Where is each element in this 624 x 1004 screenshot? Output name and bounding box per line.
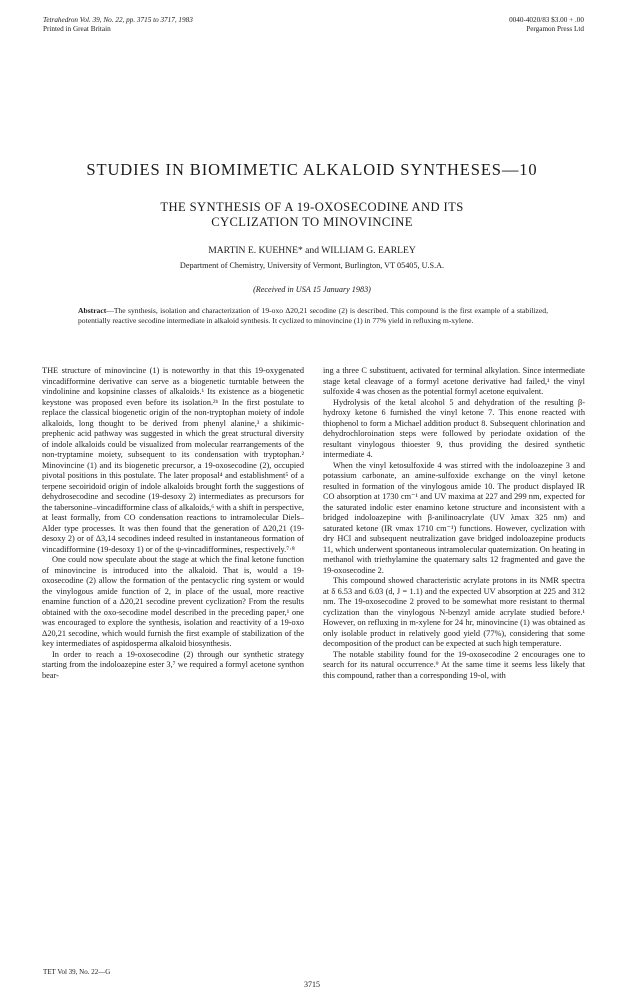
- abstract-text: —The synthesis, isolation and characterization of 19-oxo Δ20,21 secodine (2) is described. This compound is the first example of a stabilized, potentially reactive secodine intermediate in alkaloid synthesis. It cyclized to minovincine (1) in 77% yield in refluxing m-xylene.: [78, 306, 548, 325]
- abstract-label: Abstract: [78, 306, 107, 315]
- body-right-column: [323, 366, 585, 681]
- paper-title-line-2: CYCLIZATION TO MINOVINCINE: [211, 215, 413, 229]
- body-paragraph: One could now speculate about the stage at which the final ketone function of minovincine is introduced into the alkaloid. That is, would a 19-oxosecodine (2) allow the formation of the pentacyclic ring system or would the vinylogous amide function of 2, in place of the usual, more reactive enamine function of a Δ20,21 secodine prevent cyclization? From the results obtained with the oxo-secodine model described in the preceding paper,¹ one was encouraged to explore the synthesis, isolation and reactivity of a 19-oxo Δ20,21 secodine, which would furnish the first example of stabilization of the key intermediates of aspidosperma alkaloid biosynthesis.: [42, 555, 304, 648]
- body-paragraph: This compound showed characteristic acrylate protons in its NMR spectra at δ 6.53 and 6.03 (d, J = 1.1) and the expected UV absorption at 225 and 312 nm. The 19-oxosecodine 2 proved to be somewhat more resistant to thermal cyclization than the vinylogous N-benzyl amide acrylate studied before.¹ However, on refluxing in m-xylene for 24 hr, minovincine (1) was obtained as only isolable product in relatively good yield (77%), considering that some decomposition of the product can be expected at such high temperature.: [323, 576, 585, 648]
- issn-price: 0040-4020/83 $3.00 + .00: [509, 16, 584, 24]
- body-paragraph: The notable stability found for the 19-oxosecodine 2 encourages one to search for its natural occurrence.⁹ At the same time it seems less likely that this compound, rather than a corresponding 19-ol, with: [323, 649, 585, 680]
- issue-footer: TET Vol 39, No. 22—G: [43, 968, 111, 976]
- series-title: STUDIES IN BIOMIMETIC ALKALOID SYNTHESES—10: [86, 160, 538, 179]
- received-date: (Received in USA 15 January 1983): [253, 285, 371, 294]
- authors: MARTIN E. KUEHNE* and WILLIAM G. EARLEY: [208, 245, 416, 256]
- abstract: [78, 306, 548, 325]
- body-paragraph: ing a three C substituent, activated for terminal alkylation. Since intermediate stage ketal cleavage of a formyl acetone derivative had failed,¹ the vinyl sulfoxide 4 was chosen as the potential formyl acetone equivalent.: [323, 366, 585, 396]
- journal-header-right: [509, 16, 584, 34]
- body-paragraph: When the vinyl ketosulfoxide 4 was stirred with the indoloazepine 3 and potassium carbonate, an amine-sulfoxide exchange on the vinyl ketone resulted in formation of the vinylogous amide 10. The product displayed IR CO absorption at 1730 cm⁻¹ and UV maxima at 227 and 299 nm, expected for the saturated indolic ester enamino ketone structure and inconsistent with a bridged indoloazepine with β-anilinoacrylate (UV λmax 325 nm) and saturated ketone (IR νmax 1710 cm⁻¹) functions. However, cyclization with dry HCl and subsequent neutralization gave bridged indoloazepine products 11, which underwent spontaneous intramolecular quaternization. On heating in methanol with triethylamine the quaternary salts 12 fragmented and gave the 19-oxosecodine 2.: [323, 460, 585, 575]
- body-paragraph: In order to reach a 19-oxosecodine (2) through our synthetic strategy starting from the indoloazepine ester 3,⁷ we required a formyl acetone synthon bear-: [42, 649, 304, 680]
- paper-title: [0, 200, 624, 230]
- printed-in: Printed in Great Britain: [43, 25, 111, 33]
- body-left-column: [42, 366, 304, 681]
- journal-citation: Tetrahedron Vol. 39, No. 22, pp. 3715 to 3717, 1983: [43, 16, 193, 24]
- journal-header-left: [43, 16, 193, 34]
- body-paragraph: Hydrolysis of the ketal alcohol 5 and dehydration of the resulting β-hydroxy ketone 6 furnished the vinyl ketone 7. This enone reacted with thiophenol to form a Michael addition product 8. Subsequent chlorination and dehydrochloroination steps were followed by periodate oxidation of the resultant vinylogous thioester 9, thus providing the desired synthetic intermediate 4.: [323, 397, 585, 459]
- page-number: 3715: [304, 980, 320, 989]
- publisher: Pergamon Press Ltd: [526, 25, 584, 33]
- affiliation: Department of Chemistry, University of Vermont, Burlington, VT 05405, U.S.A.: [179, 261, 445, 270]
- body-paragraph: THE structure of minovincine (1) is noteworthy in that this 19-oxygenated vincadifformine derivative can serve as a biogenetic turntable between the vindolinine and kopsinine classes of alkaloids.¹ Its existence as a biogenetic keystone was proposed even before its isolation.²ᵇ In the first postulate to replace the classical biogenetic origin of the non-tryptophan moiety of indole alkaloids, long thought to be derived from phenyl alanine,³ a shikimic-prephenic acid pathway was suggested in which the great structural diversity of indole alkaloids could be visualized from molecular rearrangements of the non-tryptamine moiety, subsequent to its condensation with tryptophan.² Minovincine (1) and its biogenetic precursor, a 19-oxosecodine (2), occupied pivotal positions in this postulate. The later proposal⁴ and establishment⁵ of a terpene secoiridoid origin of indole alkaloids brought forth the suggestions of dehydrosecodine and secodine (19-desoxy 2) intermediates as precursors for the tabersonine–vincadifformine class of alkaloids,⁶ with a shift in perspective, at least formally, from CO condensation reactions to intramolecular Diels–Alder type processes. It was then found that the generation of Δ20,21 (19-desoxy 2) or of Δ3,14 secodines indeed resulted in instantaneous formation of vincadifformine (19-desoxy 1) or of the ψ-vincadifformines, respectively.⁷·⁸: [42, 366, 304, 554]
- paper-title-line-1: THE SYNTHESIS OF A 19-OXOSECODINE AND ITS: [160, 200, 464, 214]
